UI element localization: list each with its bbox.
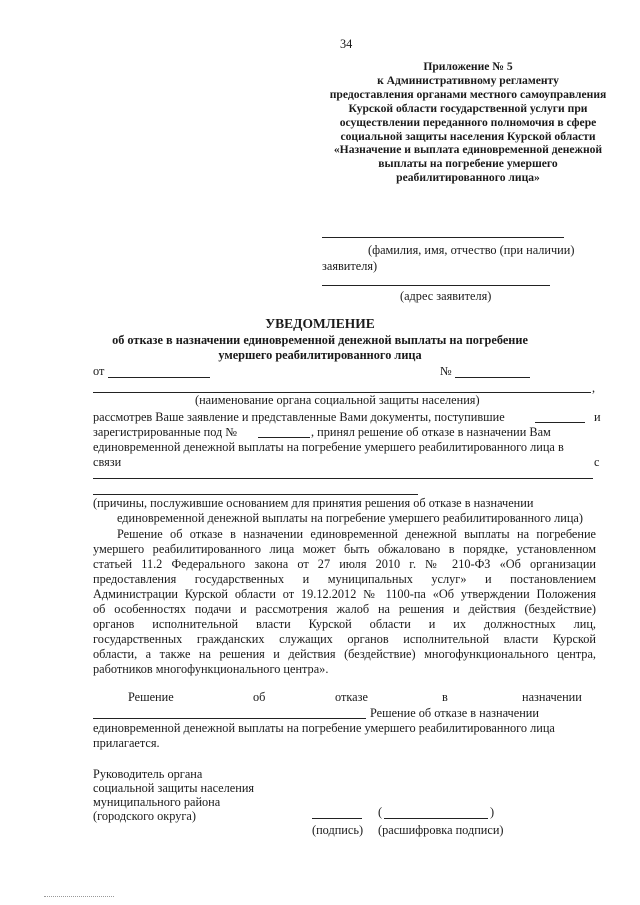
applicant-address-hint: (адрес заявителя) (400, 289, 492, 303)
notice-subtitle: об отказе в назначении единовременной денежной выплаты на погребение (112, 333, 528, 347)
appeal-line: статьей 11.2 Федерального закона от 27 июля 2010 г. № 210-ФЗ «Об организации (93, 557, 596, 571)
date-field[interactable] (108, 377, 210, 378)
applicant-name-line[interactable] (322, 237, 564, 238)
annex-line: выплаты на погребение умершего (378, 157, 558, 171)
decision-field[interactable] (93, 718, 366, 719)
annex-line: «Назначение и выплата единовременной денежной (333, 143, 603, 157)
p1-line2-a: зарегистрированные под № (93, 425, 238, 439)
appeal-line: предоставления государственных и муниципальных услуг» и постановлением (93, 572, 596, 586)
decision-word: в (442, 690, 448, 704)
appeal-line: органов исполнительной власти Курской области и их должностных лиц, (93, 617, 596, 631)
head-title: социальной защиты населения (93, 781, 255, 795)
annex-line: социальной защиты населения Курской области (340, 129, 596, 143)
head-title: (городского округа) (93, 809, 196, 823)
number-label: № (440, 364, 452, 378)
p1-line4-a: связи (93, 455, 122, 469)
page-number: 34 (340, 37, 353, 51)
p1-line2-b: , принял решение об отказе в назначении Вам (311, 425, 551, 439)
decision-word: назначении (522, 690, 582, 704)
decision-line4: прилагается. (93, 736, 160, 750)
appeal-line: государственных гражданских служащих органов исполнительной власти Курской (93, 632, 596, 646)
p1-line3: единовременной денежной выплаты на погребение умершего реабилитированного лица в (93, 440, 564, 454)
reason-line[interactable] (93, 478, 593, 479)
reason-hint-2: единовременной денежной выплаты на погребение умершего реабилитированного лица) (117, 511, 583, 525)
number-field[interactable] (455, 377, 530, 378)
applicant-name-hint: (фамилия, имя, отчество (при наличии) (368, 243, 575, 257)
annex-line: Курской области государственной услуги при (348, 101, 588, 115)
org-comma: , (592, 381, 596, 395)
p1-line1-end: и (594, 410, 601, 424)
annex-header (318, 60, 618, 185)
annex-title: Приложение № 5 (423, 60, 513, 73)
sign-hint: (подпись) (312, 823, 364, 837)
appeal-line-last: работников многофункционального центра». (93, 662, 329, 676)
head-title: муниципального района (93, 795, 221, 809)
decode-hint: (расшифровка подписи) (378, 823, 504, 837)
p1-line4-b: с (594, 455, 600, 469)
applicant-name-hint-2: заявителя) (322, 259, 378, 273)
signature-decode-field[interactable] (384, 818, 488, 819)
reason-hint: (причины, послужившие основанием для принятия решения об отказе в назначении (93, 496, 534, 510)
decision-line2: Решение об отказе в назначении (370, 706, 539, 720)
appeal-line: Администрации Курской области от 19.12.2012 № 1100-па «Об утверждении Положения (93, 587, 596, 601)
registration-number-field[interactable] (258, 437, 310, 438)
decision-word: отказе (335, 690, 368, 704)
annex-line: к Административному регламенту (377, 73, 559, 87)
appeal-line: Решение об отказе в назначении единовременной денежной выплаты на погребение (117, 527, 596, 541)
decision-line3: единовременной денежной выплаты на погребение умершего реабилитированного лица (93, 721, 555, 735)
appeal-line: об особенностях подачи и рассмотрения жалоб на решения и действия (бездействие) (93, 602, 596, 616)
annex-line: предоставления органами местного самоуправления (329, 87, 607, 101)
notice-title: УВЕДОМЛЕНИЕ (265, 316, 375, 331)
from-label: от (93, 364, 105, 378)
appeal-line: умершего реабилитированного лица может быть обжаловано в порядке, установленном (93, 542, 596, 556)
p1-line1: рассмотрев Ваше заявление и представленные Вами документы, поступившие (93, 410, 505, 424)
applicant-address-line[interactable] (322, 285, 550, 286)
reason-line-2[interactable] (93, 494, 418, 495)
scan-artifact (44, 896, 114, 899)
annex-line: осуществлении переданного полномочия в сфере (339, 115, 597, 129)
decision-word: об (253, 690, 266, 704)
decision-word: Решение (128, 690, 174, 704)
org-hint: (наименование органа социальной защиты населения) (195, 393, 480, 407)
open-paren: ( (378, 805, 383, 819)
annex-line: реабилитированного лица» (396, 171, 540, 185)
head-title: Руководитель органа (93, 767, 203, 781)
notice-subtitle-2: умершего реабилитированного лица (218, 348, 422, 362)
signature-field[interactable] (312, 818, 362, 819)
appeal-line: области, а также на решения и действия (бездействие) многофункционального центра, (93, 647, 596, 661)
close-paren: ) (490, 805, 495, 819)
received-date-field[interactable] (535, 422, 585, 423)
